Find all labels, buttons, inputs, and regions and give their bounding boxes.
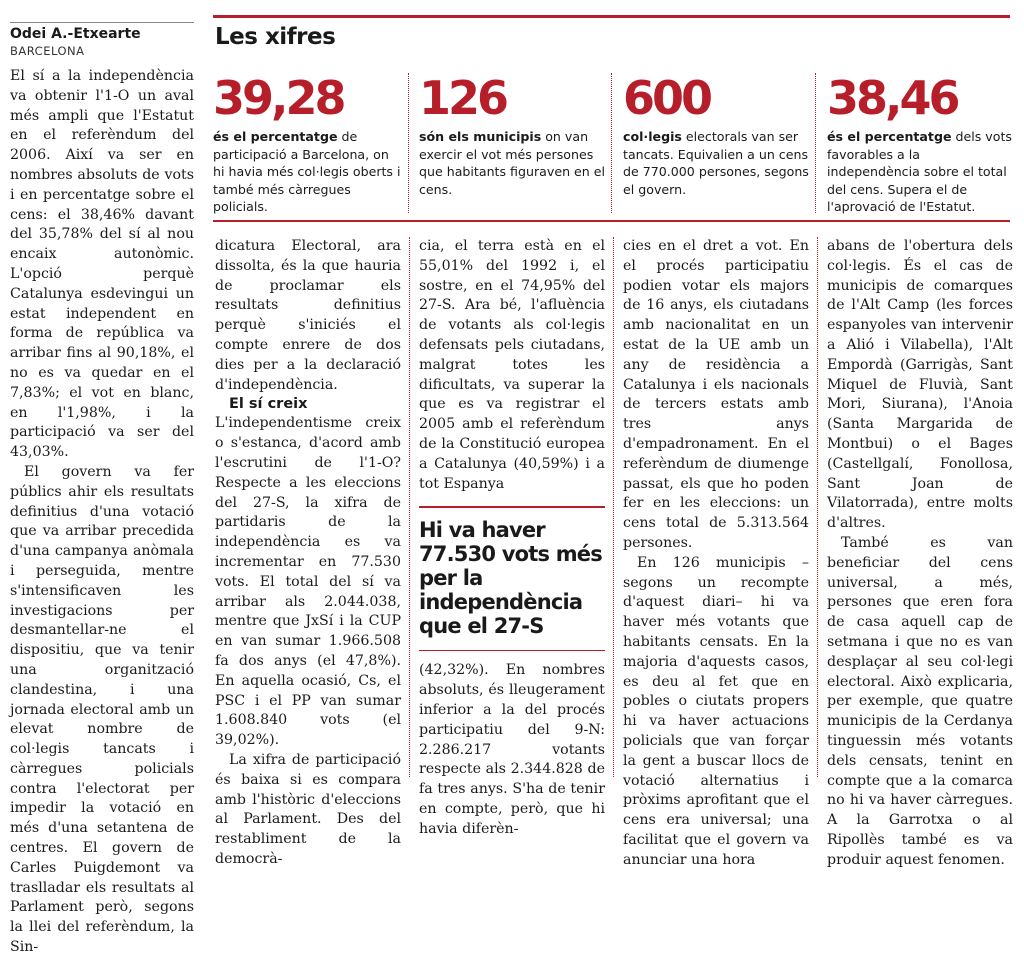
pull-quote [419, 506, 605, 651]
figure-number: 126 [419, 71, 507, 125]
figure-separator [815, 73, 816, 213]
figure-caption [213, 128, 401, 216]
figure-lead: col·legis [623, 129, 682, 144]
figure-caption [623, 128, 811, 198]
article-column-4 [623, 237, 809, 871]
paragraph: En 126 municipis –segons un recompte d'aquest diari– hi va haver més votants que habitants censats. En la majoria d'aquests casos, es deu al fet que en pobles o ciutats propers hi va haver actuacions policials que van forçar la gent a buscar llocs de votació alternatius i pròxims aprofitant que el cens era universal; una facilitat que el govern va anunciar una hora [623, 554, 809, 868]
figure-item [213, 70, 401, 216]
paragraph: El govern va fer públics ahir els resultats definitius d'una votació que va arribar precedida d'una campanya anòmala i perseguida, mentre s'intensificaven les investigacions per desmantellar-ne el dispositiu, que va tenir una organització clandestina, i una jornada electoral amb un elevat nombre de col·legis tancats i càrregues policials contra l'electorat per impedir la votació en més d'una setantena de centres. El govern de Carles Puigdemont va traslladar els resultats al Parlament però, segons la llei del referèndum, la Sin- [10, 463, 194, 956]
paragraph: La xifra de participació és baixa si es compara amb l'històric d'eleccions al Parlament. Des del restabliment de la democrà- [215, 751, 401, 867]
paragraph: dicatura Electoral, ara dissolta, és la que hauria de proclamar els resultats definitius perquè s'iniciés el compte enrere de dos dies per a la declaració d'independència. [215, 238, 401, 393]
paragraph: (42,32%). En nombres absoluts, és lleugerament inferior a la del procés participatiu del 9-N: 2.286.217 votants respecte als 2.344.828 de fa tres anys. S'ha de tenir en compte, però, que hi havia diferèn- [419, 662, 605, 837]
column-text [827, 237, 1013, 871]
figure-text: electorals van ser tancats. Equivalien a un cens de 770.000 persones, segons el govern. [623, 129, 809, 197]
figure-text: dels vots favorables a la independència sobre el total del cens. Supera el de l'aprovació de l'Estatut. [827, 129, 1012, 214]
article-column-3 [419, 237, 605, 840]
figure-number: 38,46 [827, 71, 958, 125]
figures-box [213, 15, 1010, 225]
paragraph: cies en el dret a vot. En el procés participatiu podien votar els majors de 16 anys, els ciutadans amb nacionalitat en un estat de la UE amb un any de residència a Catalunya i els nacionals de tercers estats amb tres anys d'empadronament. En el referèndum de diumenge passat, els que ho poden fer en les eleccions: un cens total de 5.313.564 persones. [623, 238, 809, 551]
figure-item [419, 70, 607, 198]
figures-top-rule [213, 15, 1010, 18]
pull-quote-bottom-rule [419, 650, 605, 651]
article-column-1 [10, 67, 194, 958]
article-column-5 [827, 237, 1013, 871]
pull-quote-top-rule [419, 506, 605, 508]
column-text [419, 237, 605, 494]
figure-text: on van exercir el vot més persones que habitants figuraven en el cens. [419, 129, 606, 197]
column-text [623, 237, 809, 871]
paragraph: El sí a la independència va obtenir l'1-O un aval més ampli que l'Estatut en el referèndum del 2006. Així va ser en nombres absoluts de vots i en percentatge sobre el cens: el 38,46% davant del 35,78% del sí al nou encaix autonòmic. L'opció perquè Catalunya esdevingui un estat independent en forma de república va arribar fins al 90,18%, el no es va quedar en el 7,83%; el vot en blanc, en l'1,98%, i la participació va ser del 43,03%. [10, 68, 194, 461]
figure-item [623, 70, 811, 198]
paragraph: També es van beneficiar del cens universal, a més, persones que eren fora de casa aquell cap de setmana i que no es van desplaçar al seu col·legi electoral. Això explicaria, per exemple, que quatre municipis de la Cerdanya tinguessin més votants dels censats, tenint en compte que a la comarca no hi va haver càrregues. A la Garrotxa o al Ripollès també es va produir aquest fenomen. [827, 534, 1013, 868]
figure-separator [408, 73, 409, 213]
figure-lead: és el percentatge [827, 129, 952, 144]
pull-quote-text: Hi va haver 77.530 vots més per la independència que el 27-S [419, 518, 602, 639]
dateline-location: BARCELONA [10, 44, 85, 58]
subheading: El sí creix [229, 396, 308, 413]
article-column-2 [215, 237, 401, 870]
column-text [419, 661, 605, 839]
figure-number: 39,28 [213, 71, 344, 125]
figure-separator [611, 73, 612, 213]
figure-item [827, 70, 1015, 216]
paragraph: cia, el terra està en el 55,01% del 1992 i, el sostre, en el 74,95% del 27-S. Ara bé, l'afluència de votants als col·legis defensats pels ciutadans, malgrat totes les dificultats, va superar la que es va registrar el 2005 amb el referèndum de la Constitució europea a Catalunya (40,59%) i a tot Espanya [419, 238, 605, 492]
left-column [10, 22, 194, 958]
figures-title: Les xifres [215, 24, 336, 50]
author-name: Odei A.-Etxearte [10, 26, 141, 42]
byline-top-rule [10, 22, 194, 23]
figure-text: de participació a Barcelona, on hi havia més col·legis oberts i també més càrregues policials. [213, 129, 401, 214]
column-separator [817, 237, 818, 777]
column-separator [613, 237, 614, 777]
paragraph: L'independentisme creix o s'estanca, d'acord amb l'escrutini de l'1-O? Respecte a les eleccions del 27-S, la xifra de partidaris de la independència es va incrementar en 77.530 vots. El total del sí va arribar als 2.044.038, mentre que JxSí i la CUP en van sumar 1.966.508 fa dos anys (el 47,8%). En aquella ocasió, Cs, el PSC i el PP van sumar 1.608.840 vots (el 39,02%). [215, 415, 401, 749]
figure-number: 600 [623, 71, 711, 125]
figure-lead: és el percentatge [213, 129, 338, 144]
column-separator [409, 237, 410, 777]
figure-caption [419, 128, 607, 198]
figure-caption [827, 128, 1015, 216]
figures-bottom-rule [213, 220, 1010, 222]
paragraph: abans de l'obertura dels col·legis. És el cas de municipis de comarques de l'Alt Camp (les forces espanyoles van intervenir a Alió i Vilabella), l'Alt Empordà (Garrigàs, Sant Miquel de Fluvià, Sant Mori, Siurana), l'Anoia (Santa Margarida de Montbui) o el Bages (Castellgalí, Fonollosa, Sant Joan de Vilatorrada), entre molts d'altres. [827, 238, 1013, 532]
figure-lead: són els municipis [419, 129, 542, 144]
column-text [215, 237, 401, 870]
